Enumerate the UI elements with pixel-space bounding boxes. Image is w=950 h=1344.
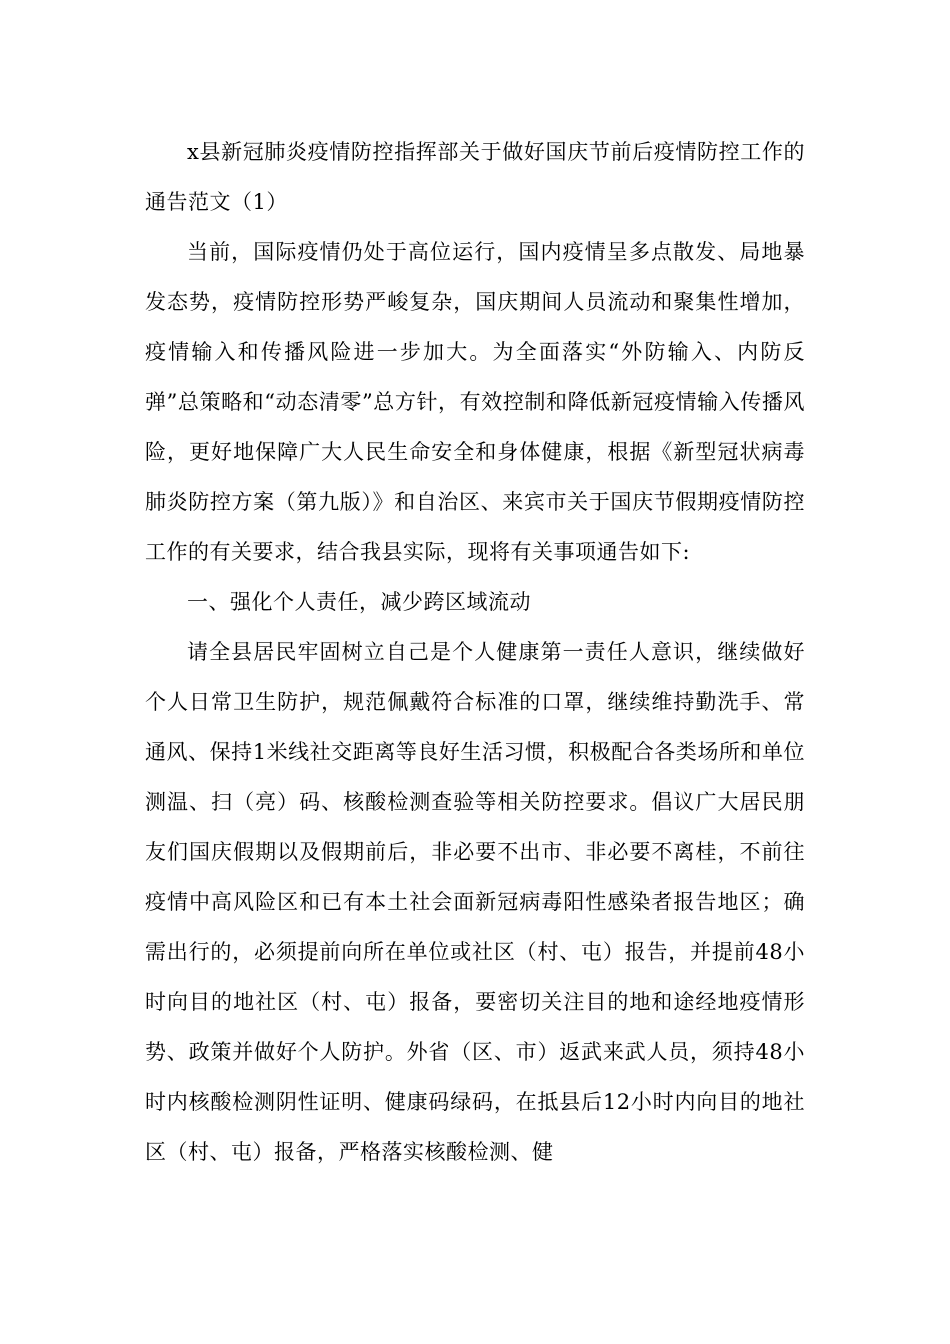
section-heading-1: 一、强化个人责任，减少跨区域流动 xyxy=(187,590,531,614)
paragraph-intro: 当前，国际疫情仍处于高位运行，国内疫情呈多点散发、局地暴发态势，疫情防控形势严峻复杂，国庆期间人员流动和聚集性增加，疫情输入和传播风险进一步加大。为全面落实“外防输入、内防反弹”总策略和“动态清零”总方针，有效控制和降低新冠疫情输入传播风险，更好地保障广大人民生命安全和身体健康，根据《新型冠状病毒肺炎防控方案（第九版）》和自治区、来宾市关于国庆节假期疫情防控工作的有关要求，结合我县实际，现将有关事项通告如下: xyxy=(145,240,805,564)
document-body xyxy=(145,127,805,1177)
paragraph-section-1: 请全县居民牢固树立自己是个人健康第一责任人意识，继续做好个人日常卫生防护，规范佩戴符合标准的口罩，继续维持勤洗手、常通风、保持1米线社交距离等良好生活习惯，积极配合各类场所和单位测温、扫（亮）码、核酸检测查验等相关防控要求。倡议广大居民朋友们国庆假期以及假期前后，非必要不出市、非必要不离桂，不前往疫情中高风险区和已有本土社会面新冠病毒阳性感染者报告地区；确需出行的，必须提前向所在单位或社区（村、屯）报告，并提前48小时向目的地社区（村、屯）报备，要密切关注目的地和途经地疫情形势、政策并做好个人防护。外省（区、市）返武来武人员，须持48小时内核酸检测阴性证明、健康码绿码，在抵县后12小时内向目的地社区（村、屯）报备，严格落实核酸检测、健 xyxy=(145,640,805,1164)
document-title: x县新冠肺炎疫情防控指挥部关于做好国庆节前后疫情防控工作的通告范文（1） xyxy=(145,140,805,214)
